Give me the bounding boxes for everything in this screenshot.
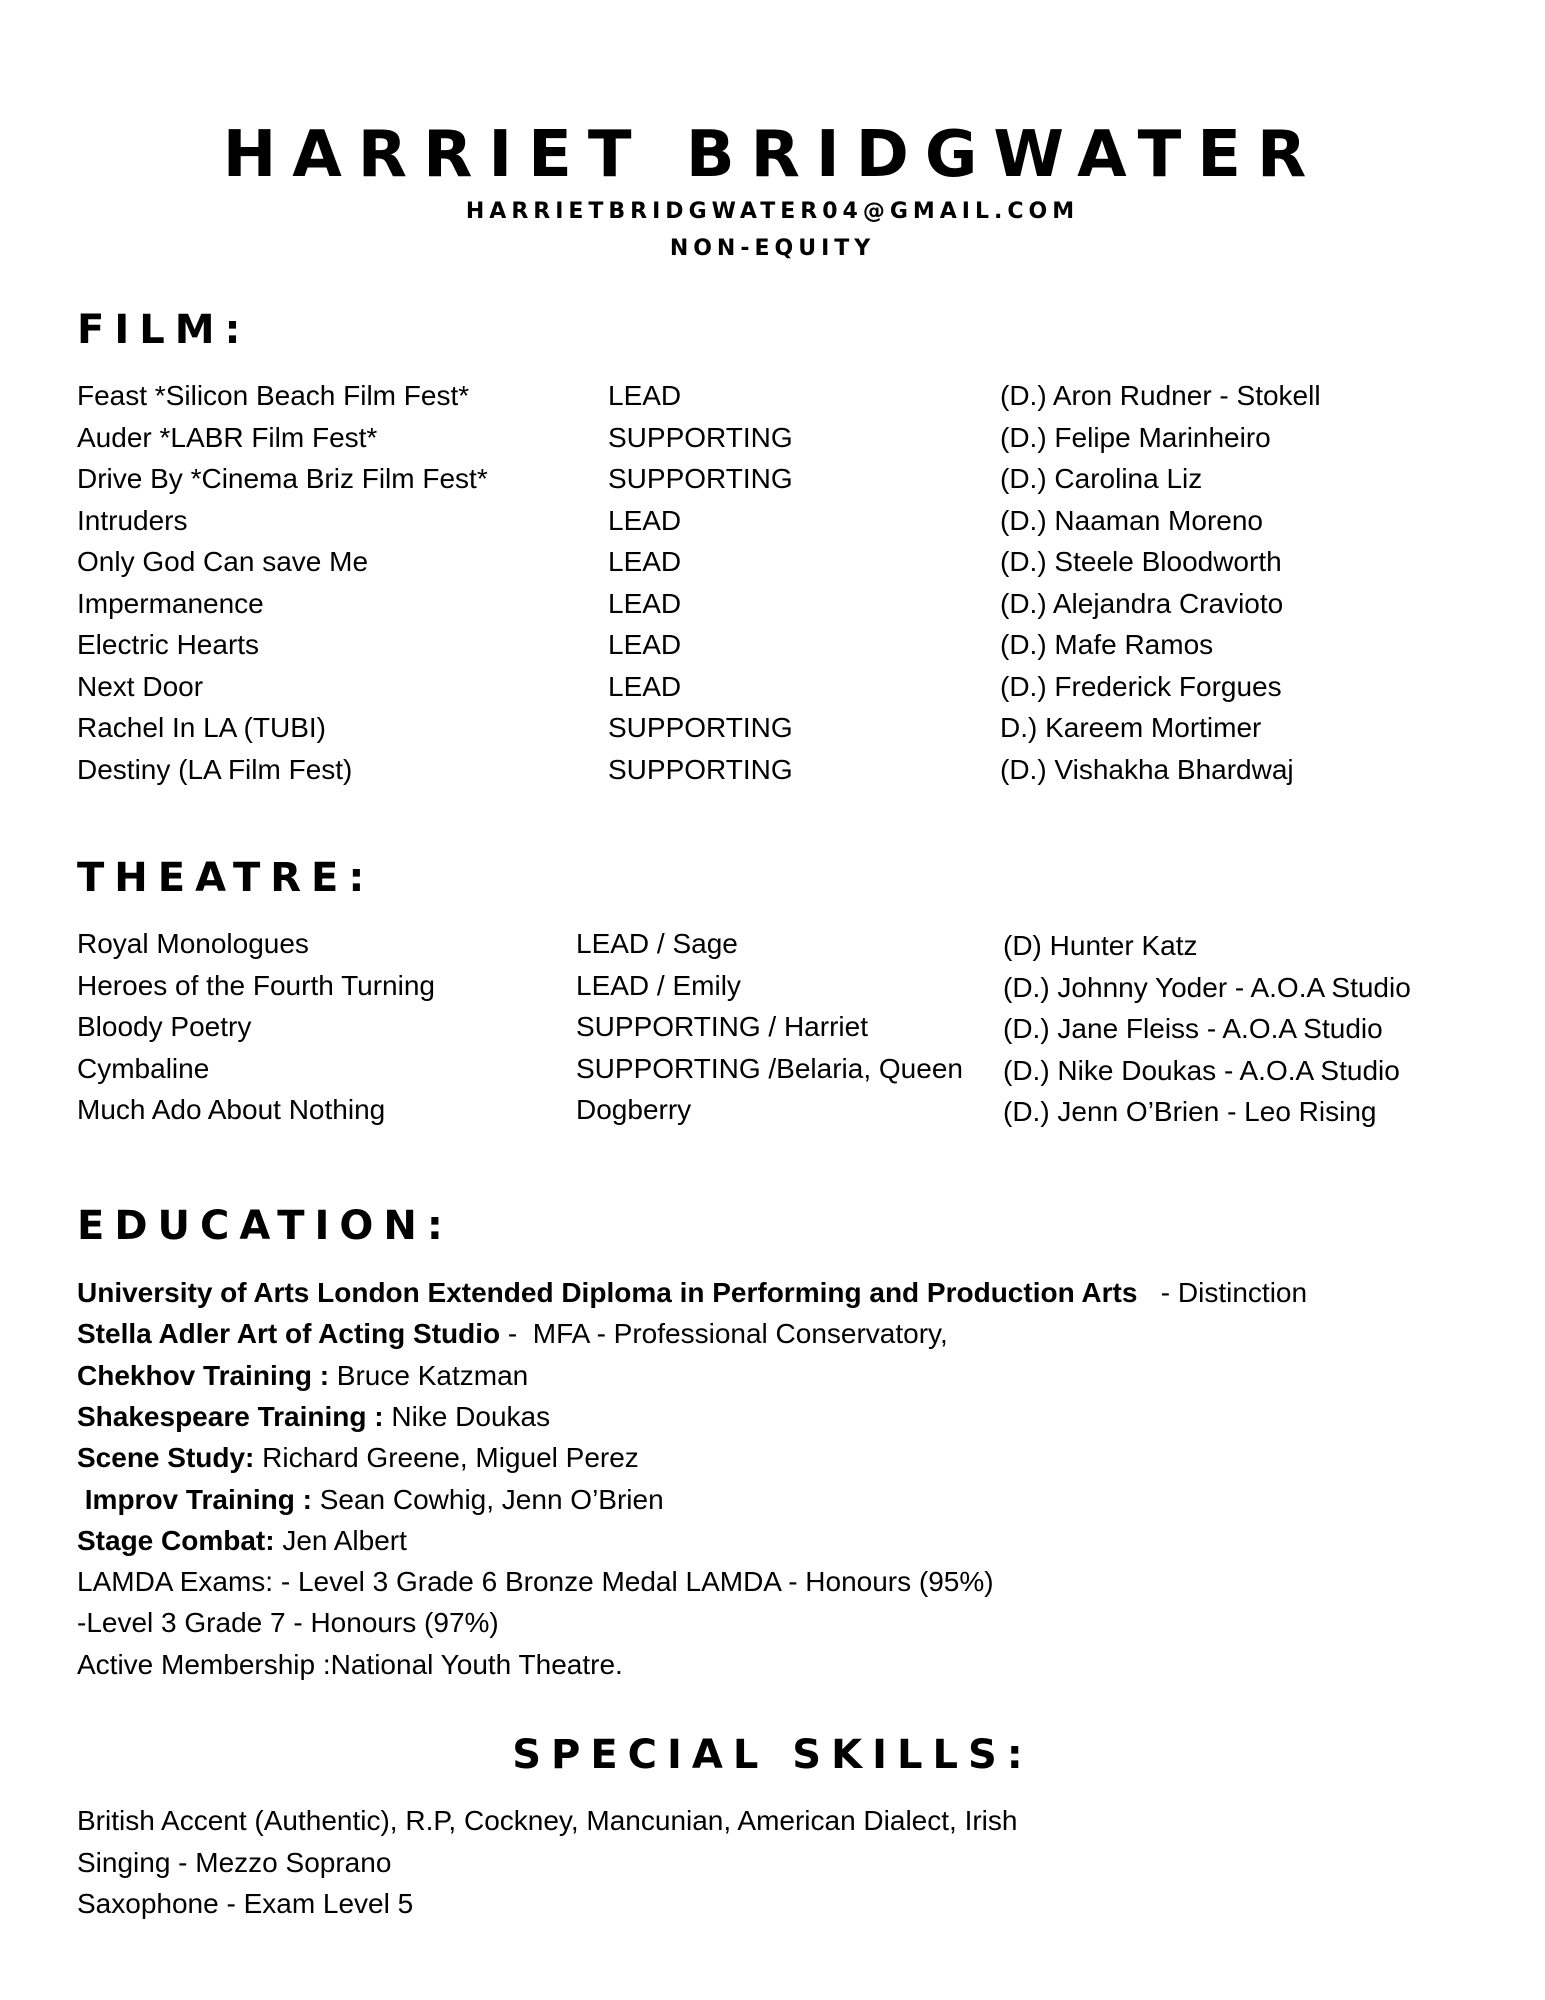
education-item — [77, 1479, 664, 1520]
education-item-detail: LAMDA Exams: - Level 3 Grade 6 Bronze Medal LAMDA - Honours (95%) — [77, 1566, 994, 1598]
film-title: Feast *Silicon Beach Film Fest* — [77, 380, 470, 411]
resume-name: HARRIET BRIDGWATER — [222, 118, 1323, 192]
film-director: (D.) Naaman Moreno — [1000, 504, 1263, 536]
education-item-detail: Active Membership :National Youth Theatre. — [77, 1648, 623, 1680]
education-item — [77, 1520, 407, 1561]
film-credit-row — [0, 583, 1545, 624]
film-title: Rachel In LA (TUBI) — [77, 712, 326, 743]
theatre-credit-row — [0, 1006, 1545, 1047]
film-director: (D.) Steele Bloodworth — [1000, 546, 1282, 577]
film-heading: FILM: — [77, 307, 251, 353]
film-title: Drive By *Cinema Briz Film Fest* — [77, 463, 488, 494]
education-item-detail: Jen Albert — [274, 1524, 407, 1556]
film-credit-row — [0, 500, 1545, 541]
education-item-label: Stage Combat: — [77, 1524, 275, 1556]
education-item-detail: Bruce Katzman — [329, 1359, 529, 1391]
education-item — [77, 1644, 623, 1685]
film-title: Only God Can save Me — [77, 546, 369, 577]
film-credit-row — [0, 458, 1545, 499]
theatre-role: LEAD / Emily — [576, 969, 741, 1001]
film-role: LEAD — [608, 380, 682, 411]
film-role: LEAD — [608, 587, 682, 619]
film-director: (D.) Mafe Ramos — [1000, 629, 1214, 660]
education-item — [77, 1313, 948, 1354]
education-item-label: Shakespeare Training : — [77, 1400, 384, 1432]
union-status: NON-EQUITY — [669, 236, 876, 261]
education-item-detail: - Distinction — [1137, 1277, 1308, 1308]
special-skill-item: British Accent (Authentic), R.P, Cockney, Mancunian, American Dialect, Irish — [77, 1805, 1018, 1836]
film-director: (D.) Alejandra Cravioto — [1000, 587, 1284, 619]
education-item-detail: -Level 3 Grade 7 - Honours (97%) — [77, 1607, 499, 1639]
theatre-role: SUPPORTING /Belaria, Queen — [576, 1052, 963, 1084]
film-credit-row — [0, 541, 1545, 582]
theatre-credit-row — [0, 923, 1545, 964]
theatre-director: (D.) Johnny Yoder - A.O.A Studio — [1003, 971, 1411, 1003]
film-role: SUPPORTING — [608, 463, 793, 494]
education-item — [77, 1396, 550, 1437]
film-role: SUPPORTING — [608, 753, 793, 785]
film-director: D.) Kareem Mortimer — [1000, 712, 1262, 743]
special-skill-item: Saxophone - Exam Level 5 — [77, 1888, 414, 1919]
film-director: (D.) Frederick Forgues — [1000, 670, 1282, 702]
theatre-heading: THEATRE: — [77, 855, 375, 901]
film-credit-row — [0, 707, 1545, 748]
education-item-detail: Sean Cowhig, Jenn O’Brien — [311, 1483, 664, 1515]
theatre-credit-row — [0, 965, 1545, 1006]
education-heading: EDUCATION: — [77, 1203, 453, 1249]
film-credit-row — [0, 417, 1545, 458]
film-credit-row — [0, 749, 1545, 790]
special-skill-item: Singing - Mezzo Soprano — [77, 1846, 392, 1878]
email-address[interactable]: HARRIETBRIDGWATER04@GMAIL.COM — [465, 199, 1080, 224]
film-title: Auder *LABR Film Fest* — [77, 421, 378, 453]
theatre-director: (D.) Jane Fleiss - A.O.A Studio — [1003, 1013, 1383, 1044]
education-item — [77, 1272, 1307, 1313]
education-item — [77, 1355, 528, 1396]
theatre-director: (D.) Jenn O’Brien - Leo Rising — [1003, 1096, 1377, 1127]
theatre-title: Cymbaline — [77, 1052, 210, 1084]
film-director: (D.) Felipe Marinheiro — [1000, 421, 1271, 453]
film-role: LEAD — [608, 670, 682, 702]
theatre-director: (D) Hunter Katz — [1003, 930, 1198, 961]
education-item — [77, 1437, 639, 1478]
theatre-role: SUPPORTING / Harriet — [576, 1011, 868, 1042]
film-role: SUPPORTING — [608, 712, 793, 743]
education-item — [77, 1561, 994, 1602]
film-credit-row — [0, 375, 1545, 416]
special-skills-heading: SPECIAL SKILLS: — [512, 1732, 1033, 1778]
film-title: Electric Hearts — [77, 629, 260, 660]
theatre-credit-row — [0, 1048, 1545, 1089]
theatre-director: (D.) Nike Doukas - A.O.A Studio — [1003, 1054, 1400, 1086]
film-role: LEAD — [608, 546, 682, 577]
theatre-title: Much Ado About Nothing — [77, 1094, 386, 1125]
film-director: (D.) Carolina Liz — [1000, 463, 1203, 494]
film-title: Next Door — [77, 670, 204, 702]
theatre-title: Heroes of the Fourth Turning — [77, 969, 435, 1001]
film-title: Impermanence — [77, 587, 264, 619]
film-director: (D.) Aron Rudner - Stokell — [1000, 380, 1321, 411]
theatre-role: LEAD / Sage — [576, 928, 738, 959]
education-item-label: University of Arts London Extended Diploma in Performing and Production Arts — [77, 1277, 1138, 1308]
film-director: (D.) Vishakha Bhardwaj — [1000, 753, 1294, 785]
film-credit-row — [0, 666, 1545, 707]
education-item-label: Stella Adler Art of Acting Studio — [77, 1318, 501, 1350]
theatre-title: Royal Monologues — [77, 928, 309, 959]
film-title: Destiny (LA Film Fest) — [77, 753, 353, 785]
theatre-credit-row — [0, 1089, 1545, 1130]
film-role: LEAD — [608, 629, 682, 660]
education-item-detail: - MFA - Professional Conservatory, — [500, 1318, 948, 1350]
education-item-detail: Nike Doukas — [383, 1400, 551, 1432]
education-item-label: Chekhov Training : — [77, 1359, 330, 1391]
education-item-label: Improv Training : — [77, 1483, 312, 1515]
theatre-title: Bloody Poetry — [77, 1011, 252, 1042]
education-item-label: Scene Study: — [77, 1442, 255, 1474]
film-role: LEAD — [608, 504, 682, 536]
film-role: SUPPORTING — [608, 421, 793, 453]
education-item-detail: Richard Greene, Miguel Perez — [254, 1442, 639, 1474]
film-title: Intruders — [77, 504, 188, 536]
film-credit-row — [0, 624, 1545, 665]
theatre-role: Dogberry — [576, 1094, 692, 1125]
education-item — [77, 1602, 499, 1643]
